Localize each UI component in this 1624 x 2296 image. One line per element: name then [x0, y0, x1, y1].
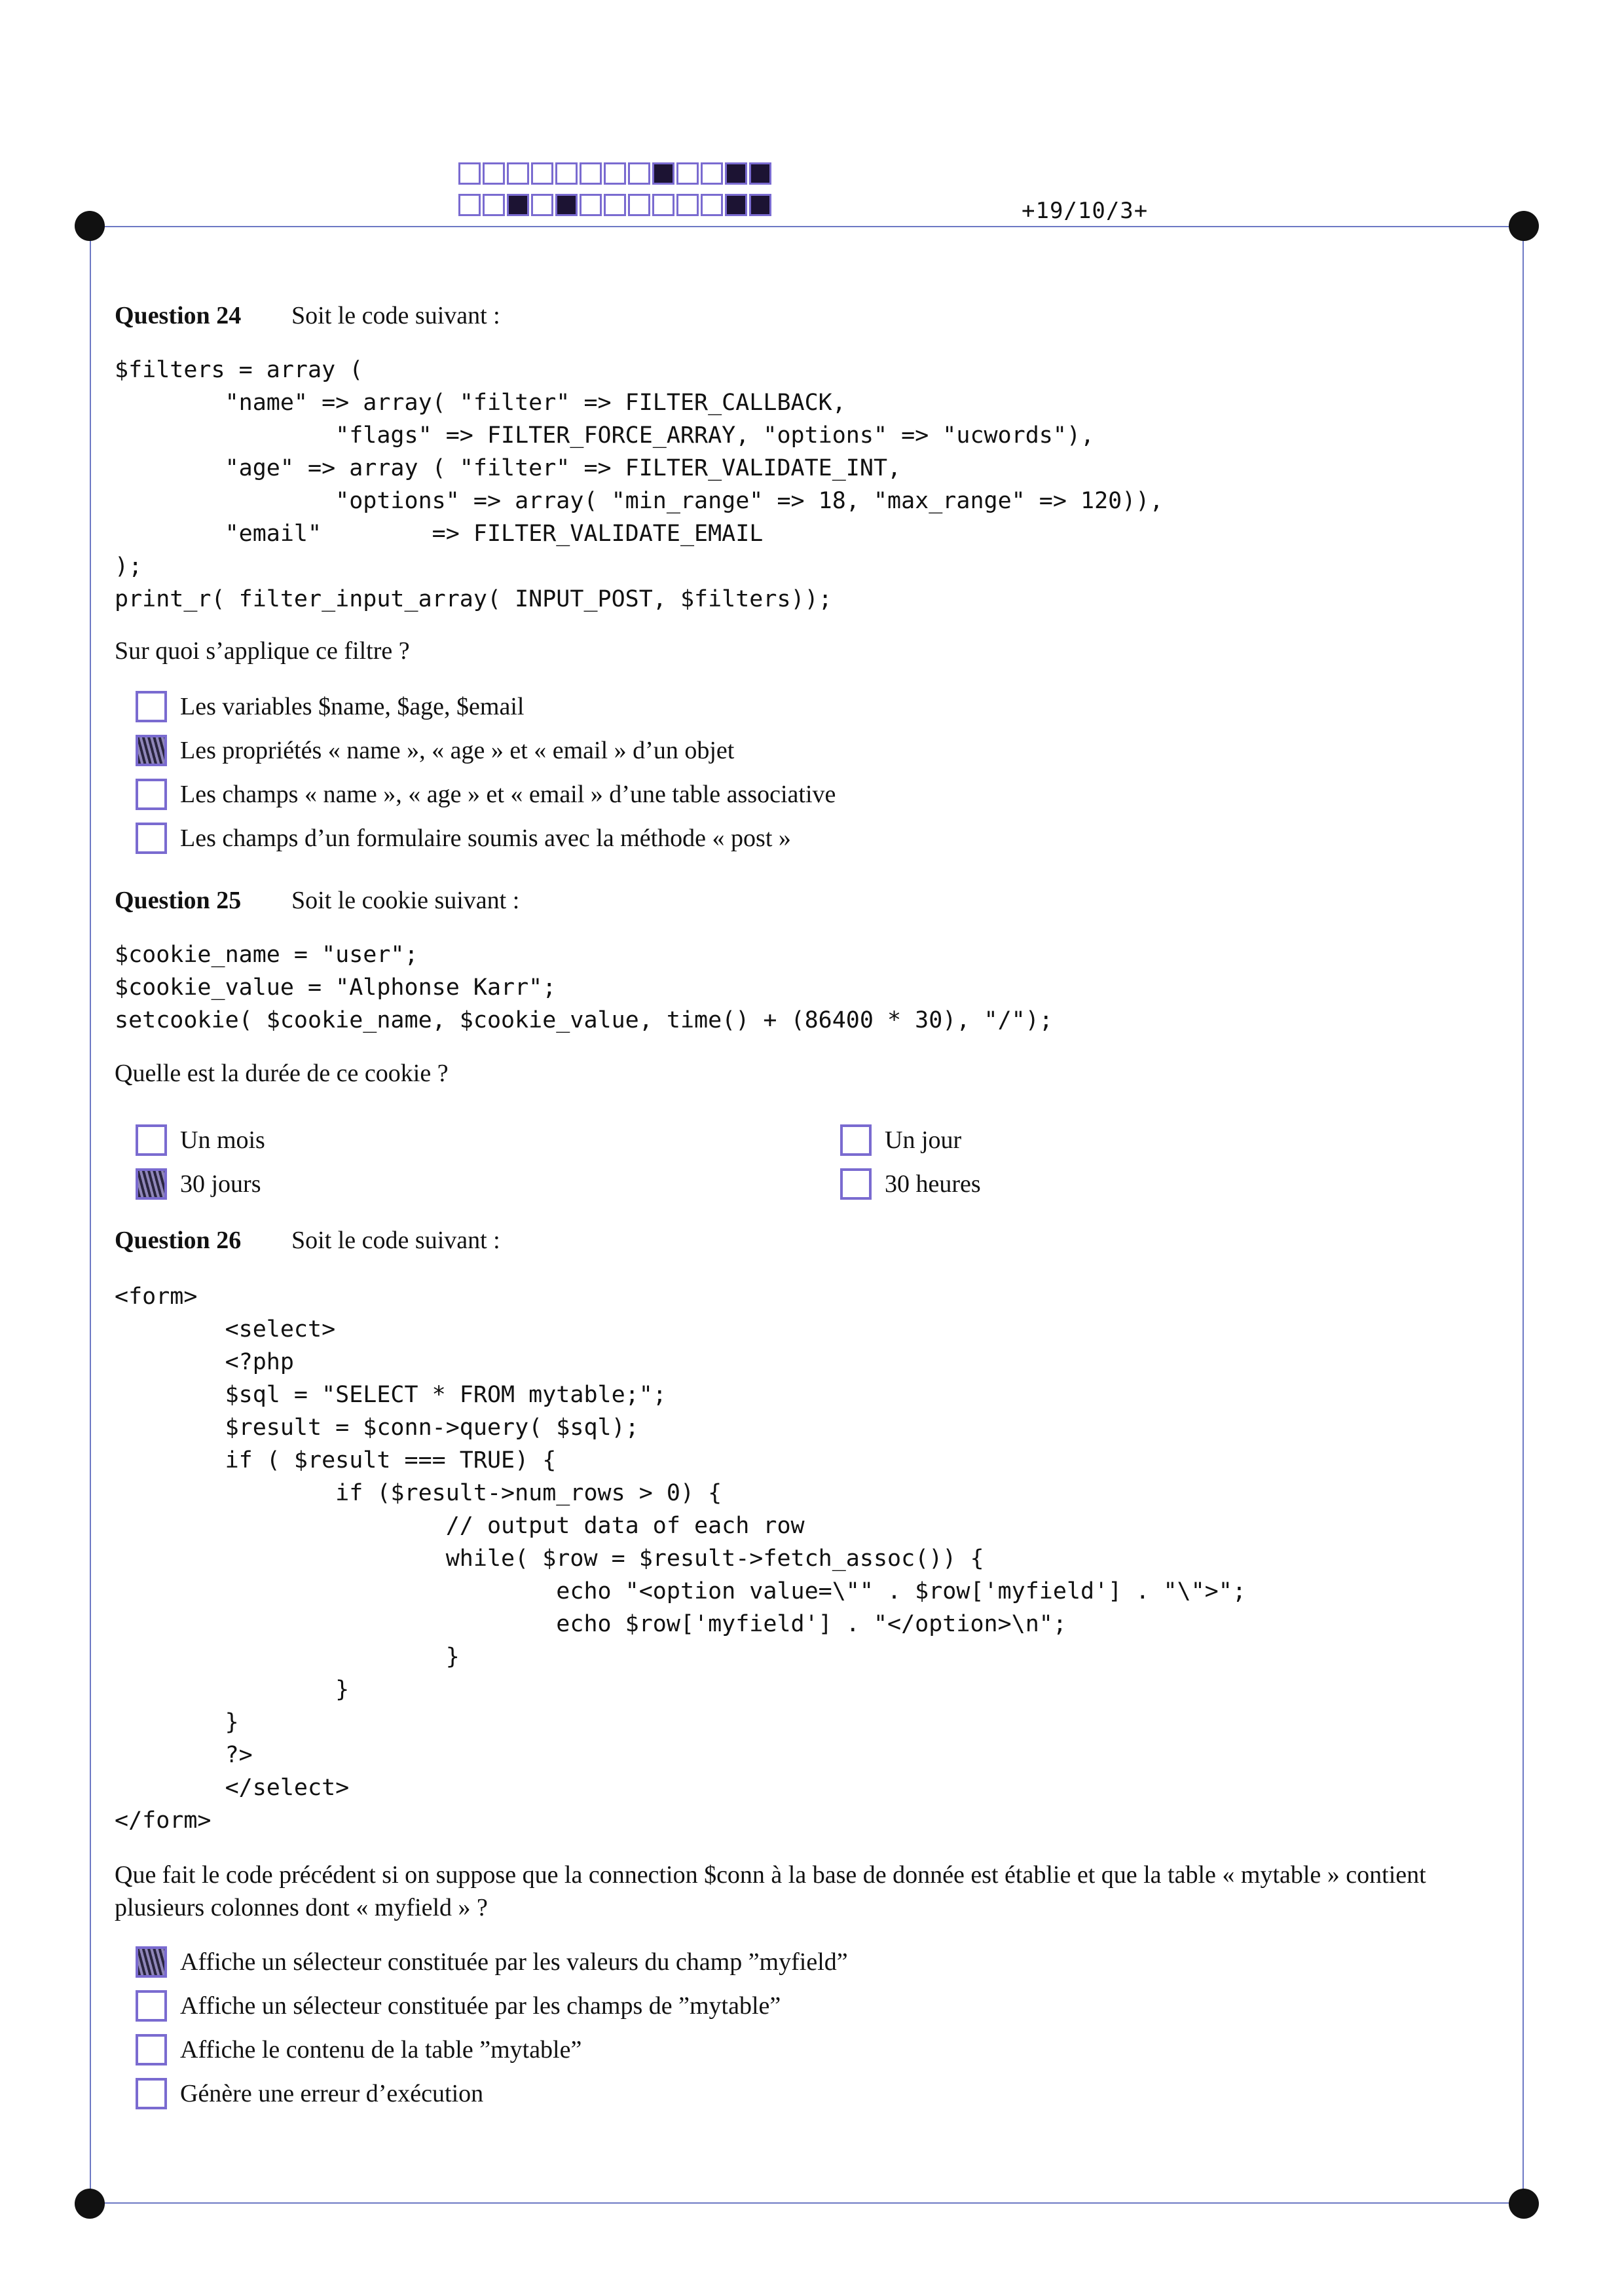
option[interactable] — [136, 1118, 265, 1162]
option-label: Affiche le contenu de la table ”mytable” — [180, 2035, 582, 2064]
question-24-options — [136, 684, 836, 860]
barcode-cell — [725, 162, 747, 185]
checkbox[interactable] — [136, 2034, 167, 2065]
registration-mark-bottom-right — [1509, 2189, 1539, 2219]
question-number: Question 25 — [115, 887, 242, 914]
question-24-code: $filters = array ( "name" => array( "filter" => FILTER_CALLBACK, "flags" => FILTER_FORCE_ARRAY, "options" => "ucwords"), "age" => array ( "filter" => FILTER_VALIDATE_INT, "options" => array( "min_range" => 18, "max_range" => 120)), "email" => FILTER_VALIDATE_EMAIL ); print_r( filter_input_array( INPUT_POST, $filters)); — [115, 357, 1164, 612]
question-25-options-left — [136, 1118, 265, 1206]
option-label: 30 heures — [885, 1170, 981, 1198]
registration-mark-top-right — [1509, 211, 1539, 241]
question-prompt: Soit le code suivant : — [291, 302, 500, 329]
barcode-row — [458, 162, 773, 185]
option-label: Les champs d’un formulaire soumis avec la méthode « post » — [180, 824, 791, 852]
barcode-cell — [676, 162, 699, 185]
question-25-options-right — [840, 1118, 981, 1206]
barcode-cell — [555, 194, 578, 216]
barcode-cell — [580, 194, 602, 216]
checkbox[interactable] — [840, 1124, 872, 1156]
option[interactable] — [840, 1162, 981, 1206]
question-25-header — [115, 886, 519, 915]
checkbox[interactable] — [136, 1124, 167, 1156]
question-prompt: Soit le cookie suivant : — [291, 887, 520, 914]
option[interactable] — [136, 728, 836, 772]
registration-mark-bottom-left — [75, 2189, 105, 2219]
barcode-cell — [628, 194, 650, 216]
option-label: Les propriétés « name », « age » et « email » d’un objet — [180, 736, 735, 764]
option[interactable] — [840, 1118, 981, 1162]
barcode-cell — [749, 194, 771, 216]
option-label: Les variables $name, $age, $email — [180, 692, 525, 720]
barcode-cell — [628, 162, 650, 185]
barcode-cell — [701, 162, 723, 185]
option-label: 30 jours — [180, 1170, 261, 1198]
checkbox[interactable] — [136, 1168, 167, 1200]
option[interactable] — [136, 1162, 265, 1206]
option[interactable] — [136, 684, 836, 728]
question-25-text: Quelle est la durée de ce cookie ? — [115, 1060, 449, 1087]
checkbox[interactable] — [136, 779, 167, 810]
option[interactable] — [136, 816, 836, 860]
option-label: Un mois — [180, 1126, 265, 1154]
option-label: Affiche un sélecteur constituée par les champs de ”mytable” — [180, 1991, 781, 2020]
question-number: Question 24 — [115, 302, 242, 329]
checkbox[interactable] — [840, 1168, 872, 1200]
option-label: Génère une erreur d’exécution — [180, 2079, 484, 2107]
question-26-header — [115, 1226, 500, 1255]
barcode-cell — [458, 194, 481, 216]
barcode-cell — [701, 194, 723, 216]
question-number: Question 26 — [115, 1227, 242, 1254]
barcode-cell — [676, 194, 699, 216]
option[interactable] — [136, 1984, 848, 2028]
barcode-cell — [507, 162, 529, 185]
question-26-code: <form> <select> <?php $sql = "SELECT * FROM mytable;"; $result = $conn->query( $sql); if ( $result === TRUE) { if ($result->num_rows > 0) { // output data of each row while( $row = $result->fetch_assoc()) { echo "<option value=\"" . $row['myfield'] . "\">"; echo $row['myfield'] . "</option>\n"; } } } ?> </select> </form> — [115, 1284, 1246, 1834]
barcode-cell — [749, 162, 771, 185]
barcode-cell — [652, 162, 674, 185]
question-24-header — [115, 301, 500, 330]
checkbox[interactable] — [136, 823, 167, 854]
barcode-cell — [555, 162, 578, 185]
option[interactable] — [136, 772, 836, 816]
barcode-cell — [604, 194, 626, 216]
checkbox[interactable] — [136, 691, 167, 722]
checkbox[interactable] — [136, 1946, 167, 1978]
barcode-cell — [531, 162, 553, 185]
barcode-cell — [483, 162, 505, 185]
barcode-cell — [531, 194, 553, 216]
option[interactable] — [136, 2071, 848, 2115]
barcode-cell — [725, 194, 747, 216]
question-25-code: $cookie_name = "user"; $cookie_value = "Alphonse Karr"; setcookie( $cookie_name, $cookie_value, time() + (86400 * 30), "/"); — [115, 942, 1053, 1033]
barcode-cell — [458, 162, 481, 185]
question-26-text: Que fait le code précédent si on suppose que la connection $conn à la base de donnée est établie et que la table « mytable » contient plusieurs colonnes dont « myfield » ? — [115, 1861, 1426, 1921]
barcode-cell — [652, 194, 674, 216]
question-prompt: Soit le code suivant : — [291, 1227, 500, 1254]
question-26-options — [136, 1940, 848, 2115]
checkbox[interactable] — [136, 1990, 167, 2022]
registration-mark-top-left — [75, 211, 105, 241]
barcode-cell — [604, 162, 626, 185]
page-id: +19/10/3+ — [1022, 198, 1149, 224]
option-label: Les champs « name », « age » et « email » d’une table associative — [180, 780, 836, 808]
barcode-row — [458, 194, 773, 216]
option[interactable] — [136, 1940, 848, 1984]
barcode-cell — [507, 194, 529, 216]
barcode-cell — [580, 162, 602, 185]
option-label: Affiche un sélecteur constituée par les valeurs du champ ”myfield” — [180, 1948, 848, 1976]
checkbox[interactable] — [136, 2078, 167, 2109]
barcode-cell — [483, 194, 505, 216]
checkbox[interactable] — [136, 735, 167, 766]
option-label: Un jour — [885, 1126, 962, 1154]
option[interactable] — [136, 2028, 848, 2071]
question-24-text: Sur quoi s’applique ce filtre ? — [115, 637, 410, 665]
